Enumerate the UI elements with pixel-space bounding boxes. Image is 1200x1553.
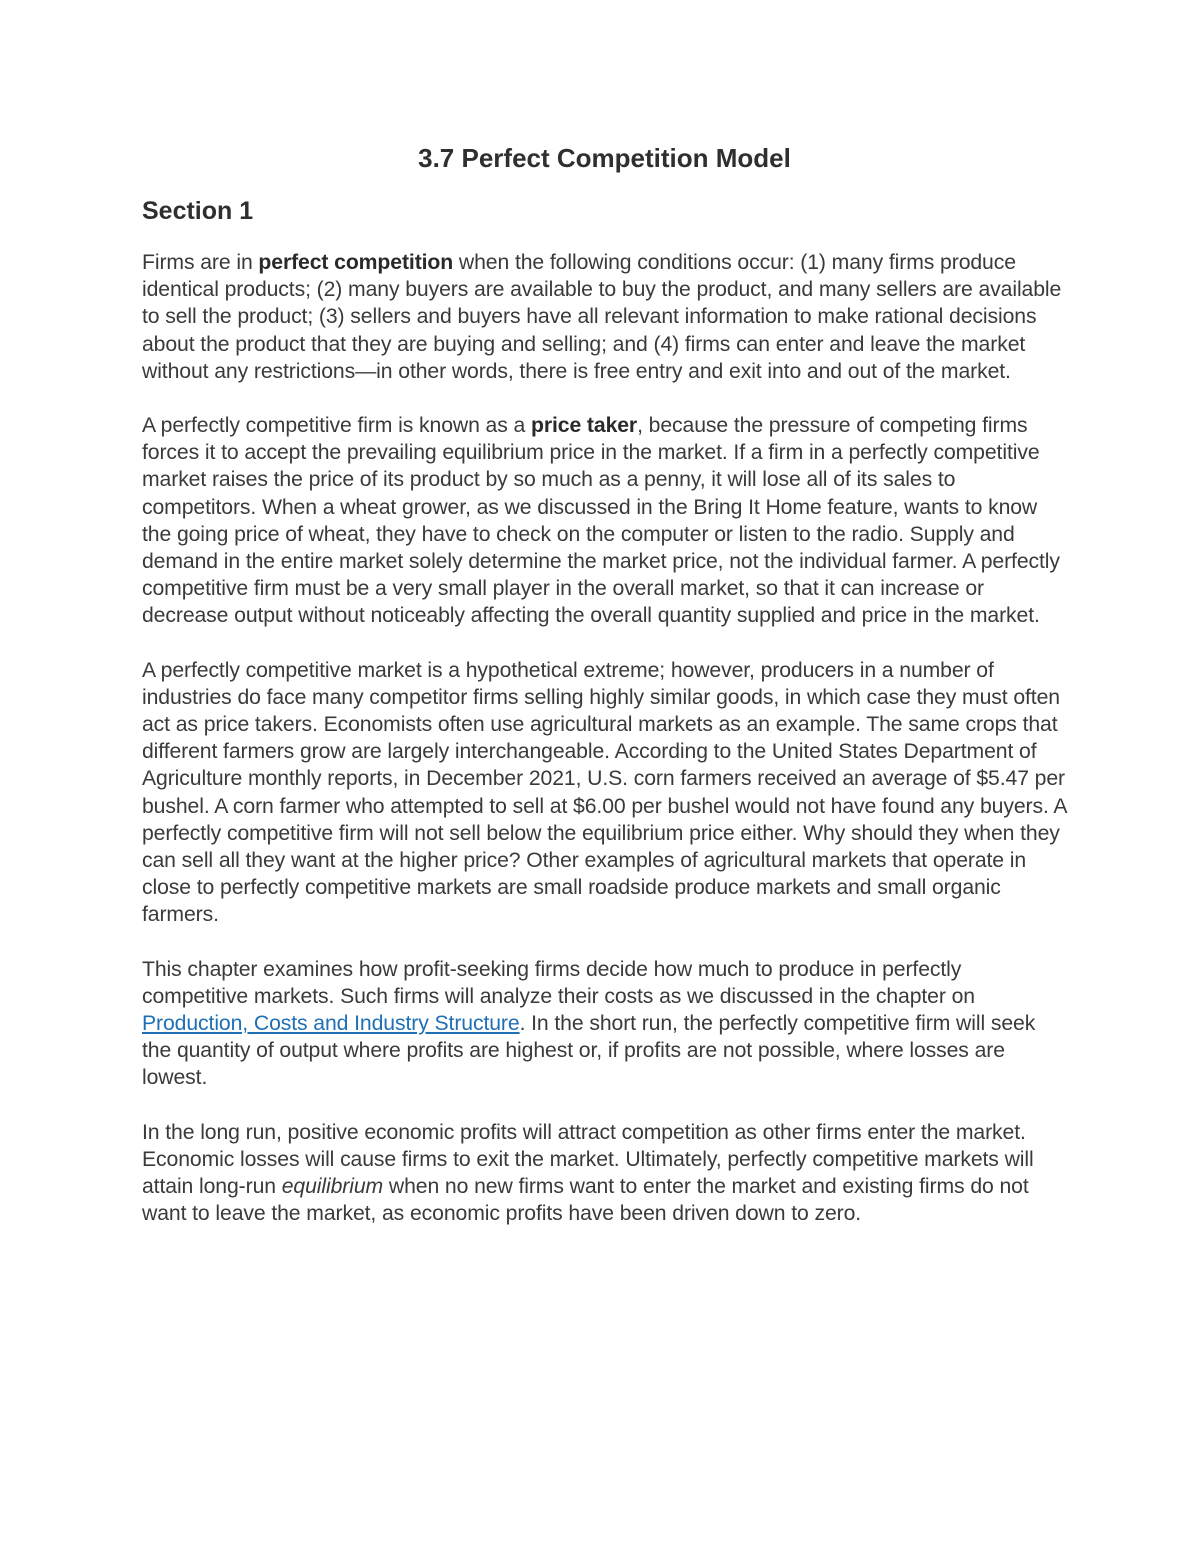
production-costs-link[interactable]: Production, Costs and Industry Structure (142, 1012, 520, 1036)
paragraph-text: A perfectly competitive market is a hypothetical extreme; however, producers in a number of industries do face many competitor firms selling highly similar goods, in which case they must often act as price takers. Economists often use agricultural markets as an example. The same crops that different farmers grow are largely interchangeable. According to the United States Department of Agriculture monthly reports, in December 2021, U.S. corn farmers received an average of $5.47 per bushel. A corn farmer who attempted to sell at $6.00 per bushel would not have found any buyers. A perfectly competitive firm will not sell below the equilibrium price either. Why should they when they can sell all they want at the higher price? Other examples of agricultural markets that operate in close to perfectly competitive markets are small roadside produce markets and small organic farmers. (142, 658, 1067, 927)
bold-term-price-taker: price taker (531, 414, 638, 438)
paragraph-price-taker (142, 412, 1067, 630)
paragraph-text: A perfectly competitive firm is known as a (142, 414, 531, 438)
paragraph-perfect-competition (142, 249, 1067, 385)
section-heading: Section 1 (142, 197, 254, 225)
italic-term-equilibrium: equilibrium (281, 1175, 384, 1199)
paragraph-text: This chapter examines how profit-seeking firms decide how much to produce in perfectly competitive markets. Such firms will analyze their costs as we discussed in the chapter on (142, 957, 975, 1008)
document-title: 3.7 Perfect Competition Model (418, 143, 791, 173)
paragraph-text: . In the short run, the perfectly competitive firm will seek the quantity of output where profits are highest or, if profits are not possible, where losses are lowest. (142, 1012, 1036, 1090)
paragraph-long-run (142, 1119, 1067, 1228)
paragraph-text: In the long run, positive economic profits will attract competition as other firms enter the market. Economic losses will cause firms to exit the market. Ultimately, perfectly competitive markets will attain long-run (142, 1120, 1034, 1199)
paragraph-text: when the following conditions occur: (1) many firms produce identical products; (2) many buyers are available to buy the product, and many sellers are available to sell the product; (3) sellers and buyers have all relevant information to make rational decisions about the product that they are buying and selling; and (4) firms can enter and leave the market without any restrictions—in other words, there is free entry and exit into and out of the market. (142, 251, 1062, 383)
paragraph-text: when no new firms want to enter the market and existing firms do not want to leave the market, as economic profits have been driven down to zero. (142, 1175, 1029, 1226)
paragraph-text: , because the pressure of competing firms forces it to accept the prevailing equilibrium price in the market. If a firm in a perfectly competitive market raises the price of its product by so much as a penny, it will lose all of its sales to competitors. When a wheat grower, as we discussed in the Bring It Home feature, wants to know the going price of wheat, they have to check on the computer or listen to the radio. Supply and demand in the entire market solely determine the market price, not the individual farmer. A perfectly competitive firm must be a very small player in the overall market, so that it can increase or decrease output without noticeably affecting the overall quantity supplied and price in the market. (142, 414, 1060, 628)
paragraph-chapter-overview (142, 956, 1067, 1092)
paragraph-text: Firms are in (142, 251, 259, 274)
bold-term-perfect-competition: perfect competition (258, 251, 454, 274)
paragraph-hypothetical-extreme (142, 657, 1067, 929)
document-body (142, 138, 1067, 1255)
